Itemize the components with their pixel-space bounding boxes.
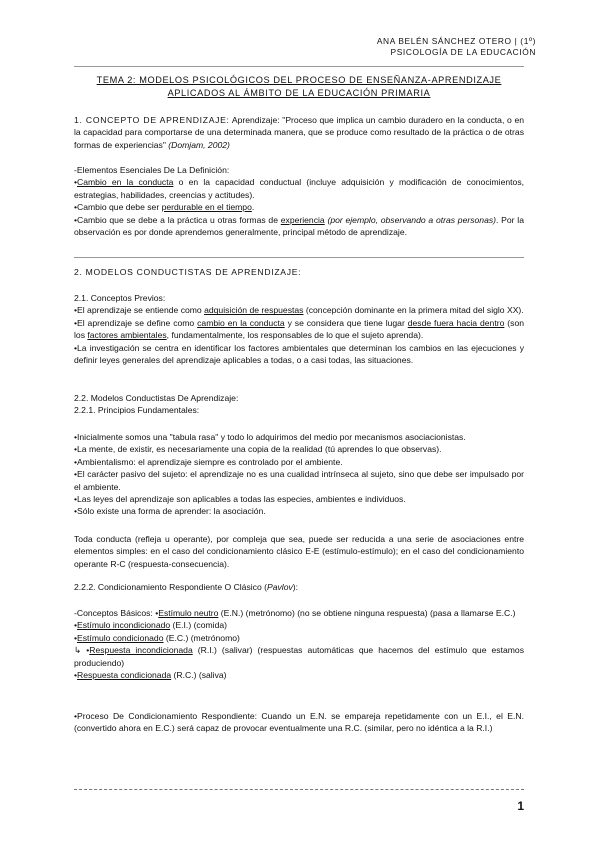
- list-item: •El aprendizaje se define como cambio en la conducta y se considera que tiene lugar desde fuera hacia dentro (son los factores ambientales, fundamentalmente, los responsables de lo que el sujeto aprenda).: [74, 317, 524, 341]
- list-item: ↳ •Respuesta incondicionada (R.I.) (salivar) (respuestas automáticas que hacemos del estímulo que estamos produciendo): [74, 645, 525, 668]
- list-item: -Conceptos Básicos: •Estímulo neutro (E.N.) (metrónomo) (no se obtiene ninguna respuesta) (pasa a llamarse E.C.): [74, 608, 516, 618]
- conduct-paragraph: Toda conducta (refleja u operante), por compleja que sea, puede ser reducida a una serie de asociaciones entre elementos simples: en el caso del condicionamiento clásico E-E (estímulo-estímulo); en el caso del condicionamiento operante R-C (respuesta-consecuencia).: [74, 534, 524, 569]
- list-item: •Respuesta condicionada (R.C.) (saliva): [74, 670, 227, 681]
- arrow-icon: ↳: [74, 645, 82, 656]
- title-line-1: TEMA 2: MODELOS PSICOLÓGICOS DEL PROCESO DE ENSEÑANZA-APRENDIZAJE: [96, 75, 502, 85]
- page-number: 1: [517, 799, 524, 813]
- doc-title: [74, 74, 524, 100]
- list-item: •Cambio que se debe a la práctica u otras formas de experiencia (por ejemplo, observando a otras personas). Por la observación es por donde aprendemos generalmente, principal método de aprendizaje.: [74, 214, 524, 238]
- classical-heading: 2.2.2. Condicionamiento Respondiente O Clásico (Pavlov):: [74, 582, 299, 592]
- subject-line: PSICOLOGÍA DE LA EDUCACIÓN: [390, 47, 536, 57]
- list-item: •Estímulo condicionado (E.C.) (metrónomo): [74, 632, 240, 643]
- underlined-term: adquisición de respuestas: [204, 305, 304, 316]
- section-1-heading: 1. CONCEPTO DE APRENDIZAJE:: [74, 115, 230, 125]
- models-block: [74, 392, 524, 417]
- list-item: •Sólo existe una forma de aprender: la asociación.: [74, 506, 266, 517]
- elements-block: [74, 164, 524, 238]
- subheading: 2.2.1. Principios Fundamentales:: [74, 405, 200, 416]
- page-header: [377, 36, 536, 58]
- elements-heading: -Elementos Esenciales De La Definición:: [74, 165, 230, 175]
- header-rule: [74, 66, 524, 67]
- list-item: •Las leyes del aprendizaje son aplicables a todas las especies, ambientes e individuos.: [74, 494, 406, 505]
- list-item: •El aprendizaje se entiende como adquisición de respuestas (concepción dominante en la primera mitad del siglo XX).: [74, 305, 524, 316]
- definition-cite: (Domjam, 2002): [168, 139, 230, 150]
- section-rule: [74, 257, 524, 258]
- list-item: •Cambio que debe ser perdurable en el tiempo.: [74, 202, 255, 213]
- underlined-term: Cambio en la conducta: [77, 177, 174, 188]
- list-item: •Estímulo incondicionado (E.I.) (comida): [74, 620, 227, 631]
- list-item: •Ambientalismo: el aprendizaje siempre es controlado por el ambiente.: [74, 456, 343, 467]
- section-1: [74, 114, 524, 151]
- basic-concepts: [74, 607, 524, 681]
- section-2-heading: 2. MODELOS CONDUCTISTAS DE APRENDIZAJE:: [74, 267, 302, 277]
- list-item: •Inicialmente somos una "tabula rasa" y todo lo adquirimos del medio por mecanismos asociacionistas.: [74, 432, 466, 442]
- list-item: •Cambio en la conducta o en la capacidad conductual (incluye adquisición y modificación de conocimientos, estrategias, habilidades, creencias y actitudes).: [74, 177, 525, 200]
- list-item: •La investigación se centra en identificar los factores ambientales que determinan los cambios en las ejecuciones y definir leyes generales del aprendizaje aplicables a todas, o a casi todas, las situaciones.: [74, 342, 524, 366]
- list-item: •La mente, de existir, es necesariamente una copia de la realidad (tú aprendes lo que observas).: [74, 444, 442, 455]
- principles-list: [74, 431, 524, 518]
- subheading: 2.2. Modelos Conductistas De Aprendizaje:: [74, 393, 239, 403]
- concepts-block: [74, 292, 524, 366]
- footer-rule: [74, 789, 524, 790]
- subheading: 2.1. Conceptos Previos:: [74, 293, 166, 303]
- underlined-term: perdurable en el tiempo: [161, 202, 252, 213]
- underlined-term: experiencia: [280, 214, 325, 225]
- definition-text: Aprendizaje: "Proceso que implica un cambio duradero en la conducta, o en la capacidad para comportarse de una determinada manera, que se produce como resultado de la práctica o de otras formas de experiencias": [74, 115, 525, 150]
- title-line-2: APLICADOS AL ÁMBITO DE LA EDUCACIÓN PRIMARIA: [167, 88, 431, 98]
- process-paragraph: •Proceso De Condicionamiento Respondiente: Cuando un E.N. se empareja repetidamente con un E.I., el E.N. (convertido ahora en E.C.) será capaz de provocar eventualmente una R.C. (similar, pero no idéntica a la R.I.): [74, 711, 524, 734]
- list-item: •El carácter pasivo del sujeto: el aprendizaje no es una cualidad intrínseca al sujeto, sino que debe ser impulsado por el ambiente.: [74, 469, 524, 492]
- author-line: ANA BELÉN SÁNCHEZ OTERO | (1º): [376, 36, 536, 46]
